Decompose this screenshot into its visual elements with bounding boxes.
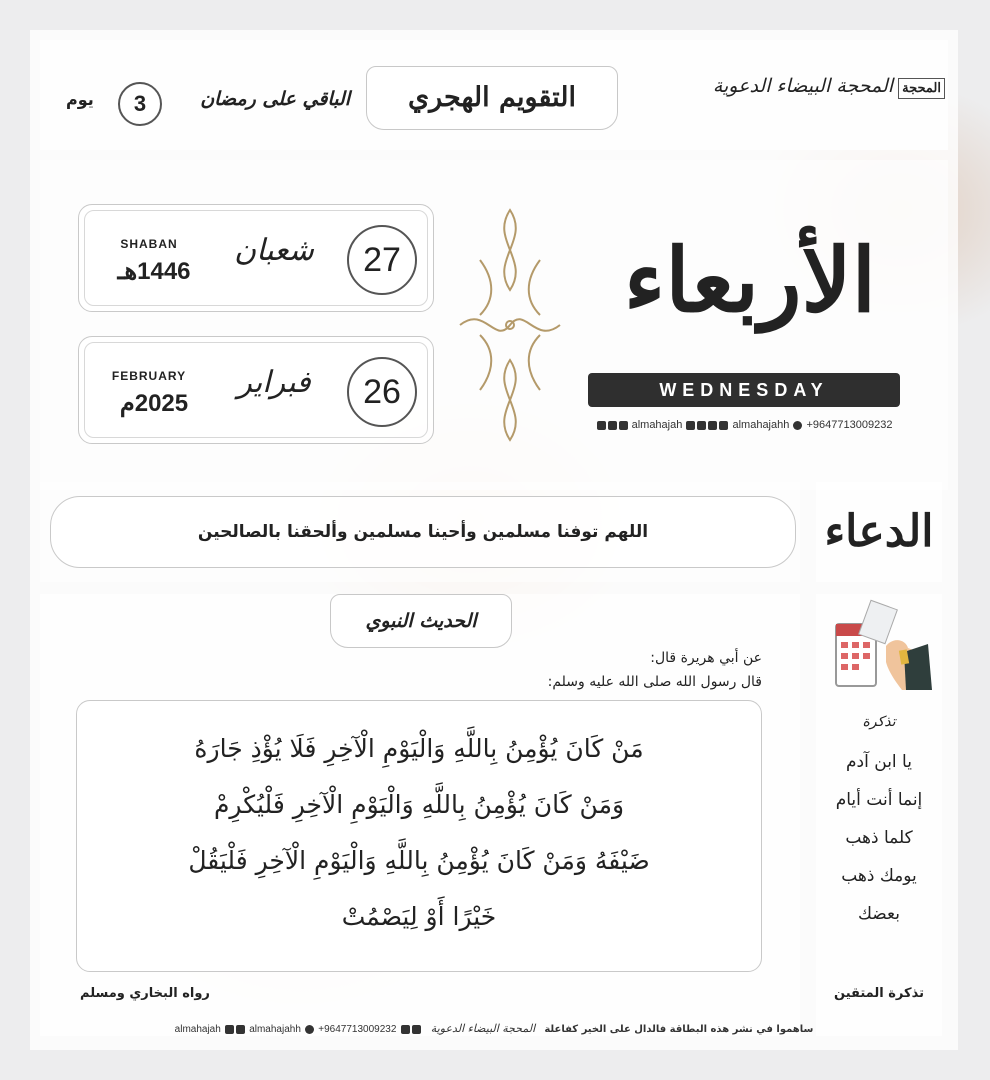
logo-mark: المحجة (898, 78, 945, 99)
hadith-source: رواه البخاري ومسلم (80, 986, 210, 1001)
gregorian-date-box (78, 336, 434, 444)
whatsapp-icon (793, 421, 802, 430)
social-line (588, 419, 900, 431)
footer-phone: +9647713009232 (318, 1024, 397, 1035)
gregorian-day: 26 (363, 373, 401, 411)
footer-x-icon (225, 1025, 234, 1034)
reminder-panel (816, 594, 942, 1036)
social-handle-1: almahajah (631, 419, 683, 431)
countdown-number: 3 (133, 91, 147, 116)
hadith-intro-1: عن أبي هريرة قال: (650, 650, 762, 666)
gregorian-month-ar: فبراير (237, 365, 311, 400)
countdown-circle (118, 82, 162, 126)
day-name-en: WEDNESDAY (659, 380, 829, 400)
reminder-line-1: يا ابن آدم (846, 752, 912, 772)
x-icon (686, 421, 695, 430)
footer-handle-1: almahajah (174, 1024, 221, 1035)
countdown-label: الباقي على رمضان (200, 88, 350, 110)
hadith-heading-badge (330, 594, 512, 648)
hadith-line-4: خَيْرًا أَوْ لِيَصْمُتْ (341, 902, 497, 931)
hadith-heading: الحديث النبوي (365, 610, 477, 632)
countdown-unit: يوم (66, 90, 94, 109)
footer-telegram-icon (401, 1025, 410, 1034)
title-badge (366, 66, 618, 130)
footer-instagram-icon (236, 1025, 245, 1034)
footer-handle-2: almahajahh (249, 1024, 301, 1035)
dua-text: اللهم توفنا مسلمين وأحينا مسلمين وألحقنا بالصالحين (197, 522, 649, 542)
gregorian-year: 2025م (119, 390, 189, 417)
reminder-footer: تذكرة المتقين (834, 986, 924, 1001)
dua-heading: الدعاء (824, 506, 934, 557)
page-title: التقويم الهجري (408, 82, 576, 113)
reminder-heading: تذكرة (862, 714, 896, 730)
gregorian-month-en: FEBRUARY (111, 369, 187, 383)
tiktok-icon (697, 421, 706, 430)
hijri-date-box (78, 204, 434, 312)
hadith-intro-2: قال رسول الله صلى الله عليه وسلم: (547, 674, 762, 690)
instagram-icon (708, 421, 717, 430)
calendar-hand-icon (824, 594, 934, 694)
hadith-line-1: مَنْ كَانَ يُؤْمِنُ بِاللَّهِ وَالْيَوْمِ الْآخِرِ فَلَا يُؤْذِ جَارَهُ (194, 734, 644, 763)
hijri-month-ar: شعبان (234, 233, 314, 268)
reminder-line-3: كلما ذهب (845, 828, 913, 848)
calendar-card (30, 30, 958, 1050)
social-handle-2: almahajahh (732, 419, 790, 431)
hijri-day-circle (347, 225, 417, 295)
reminder-line-4: يومك ذهب (841, 866, 917, 886)
ramadan-countdown (60, 82, 350, 128)
hijri-day: 27 (363, 241, 401, 279)
day-name-ar: الأربعاء (623, 228, 877, 332)
footer-bar (40, 1022, 948, 1044)
facebook-icon (597, 421, 606, 430)
telegram-icon (608, 421, 617, 430)
reminder-line-2: إنما أنت أيام (835, 790, 923, 810)
hijri-month-en: SHABAN (120, 237, 178, 251)
dua-box (50, 496, 796, 568)
footer-share-text: ساهموا في نشر هذه البطاقة فالدال على الخير كفاعلة (544, 1024, 814, 1035)
hijri-year: 1446هـ (117, 258, 191, 285)
footer-facebook-icon (412, 1025, 421, 1034)
social-phone: +9647713009232 (806, 419, 893, 431)
youtube-icon (619, 421, 628, 430)
dua-heading-panel (816, 482, 942, 582)
ornament-divider (450, 200, 570, 450)
footer-logo: المحجة البيضاء الدعوية (430, 1022, 536, 1035)
hadith-text-box (76, 700, 762, 972)
footer-whatsapp-icon (305, 1025, 314, 1034)
gregorian-day-circle (347, 357, 417, 427)
day-name-en-bar (588, 373, 900, 407)
logo-text: المحجة البيضاء الدعوية (712, 75, 894, 97)
at-icon (719, 421, 728, 430)
reminder-line-5: بعضك (857, 904, 900, 924)
logo (680, 75, 945, 115)
hadith-line-2: وَمَنْ كَانَ يُؤْمِنُ بِاللَّهِ وَالْيَوْمِ الْآخِرِ فَلْيُكْرِمْ (213, 790, 625, 819)
hadith-line-3: ضَيْفَهُ وَمَنْ كَانَ يُؤْمِنُ بِاللَّهِ وَالْيَوْمِ الْآخِرِ فَلْيَقُلْ (188, 846, 650, 875)
